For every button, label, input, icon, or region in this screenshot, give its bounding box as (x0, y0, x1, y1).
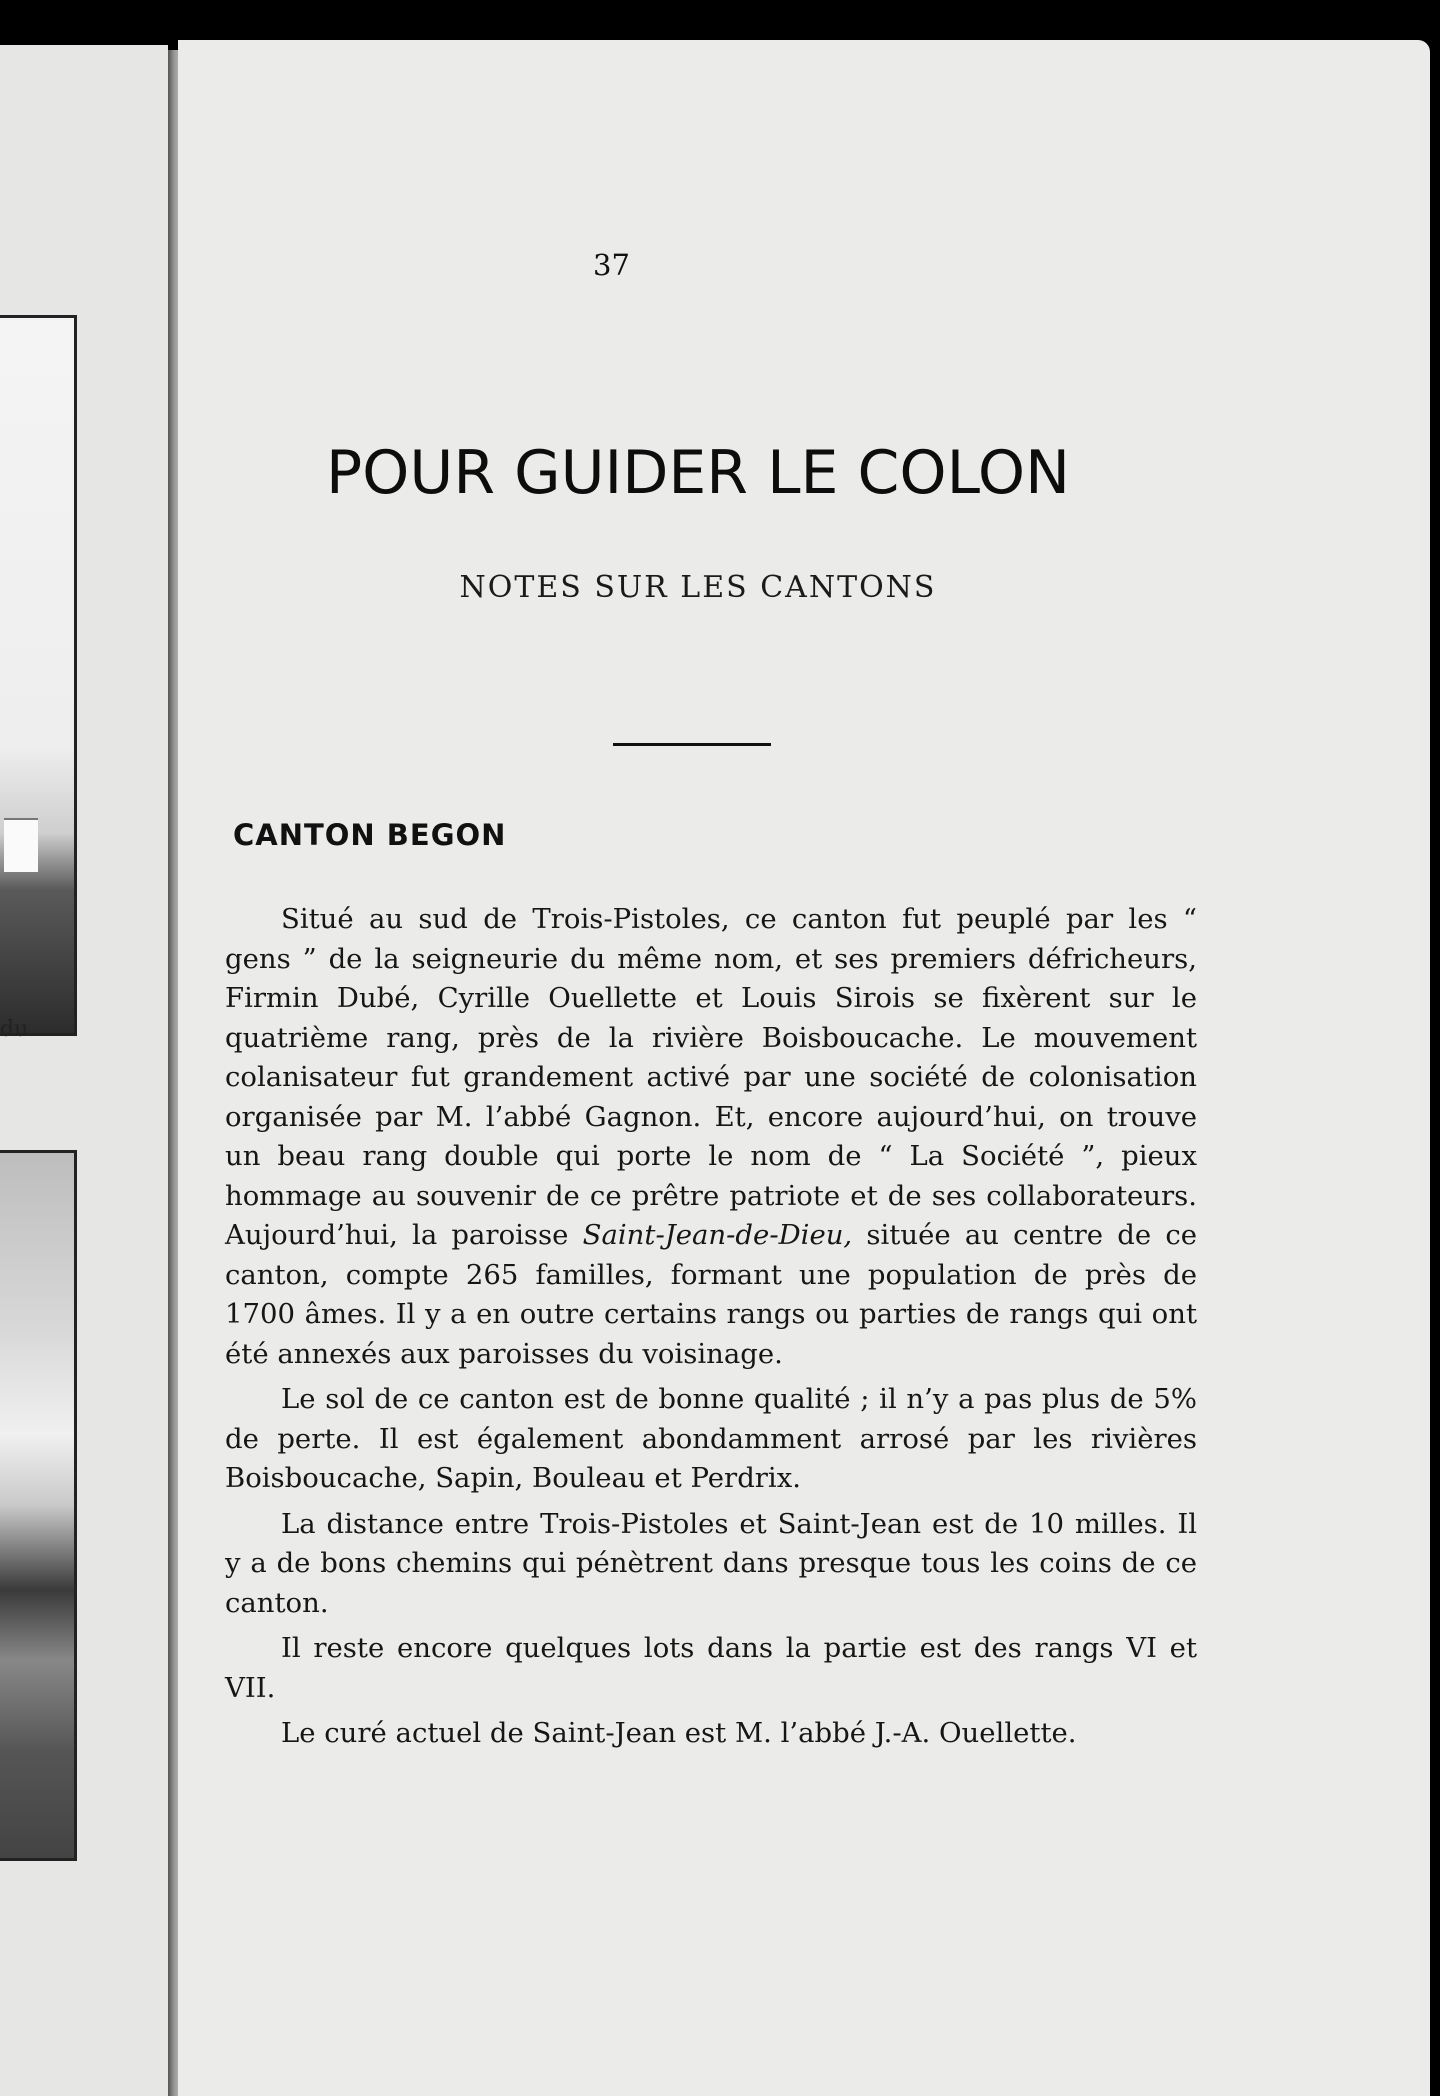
photo-fragment-top (0, 315, 77, 1036)
paragraph-text: Situé au sud de Trois-Pistoles, ce canton fut peuplé par les “ gens ” de la seigneurie du même nom, et ses premiers défricheurs, Firmin Dubé, Cyrille Ouellette et Louis Sirois se fixèrent sur le quatrième rang, près de la rivière Boisboucache. Le mouvement colanisateur fut grandement activé par une société de colonisation organisée par M. l’abbé Gagnon. Et, encore aujourd’hui, on trouve un beau rang double qui porte le nom de “ La Société ”, pieux hommage au souvenir de ce prêtre patriote et de ses collaborateurs. Aujourd’hui, la paroisse (225, 903, 1197, 1251)
paragraph (225, 1505, 1197, 1624)
paragraph (225, 1714, 1197, 1754)
paragraph (225, 1380, 1197, 1499)
body-text (225, 900, 1197, 1760)
facing-page-left (0, 45, 168, 2096)
page-number: 37 (593, 248, 630, 282)
paragraph-text: Le curé actuel de Saint-Jean est M. l’abbé J.-A. Ouellette. (281, 1717, 1077, 1749)
book-page (178, 40, 1430, 2096)
paragraph-text: La distance entre Trois-Pistoles et Saint-Jean est de 10 milles. Il y a de bons chemins qui pénètrent dans presque tous les coins de ce canton. (225, 1507, 1197, 1619)
house-image-fragment (4, 818, 38, 872)
page-title: POUR GUIDER LE COLON (326, 438, 1070, 508)
paragraph (225, 1629, 1197, 1708)
paragraph-text: Le sol de ce canton est de bonne qualité ; il n’y a pas plus de 5% de perte. Il est également abondamment arrosé par les rivières Boisboucache, Sapin, Bouleau et Perdrix. (225, 1383, 1197, 1494)
caption-fragment: du (0, 1017, 29, 1042)
photo-fragment-bottom (0, 1150, 77, 1861)
paragraph (225, 900, 1197, 1374)
paragraph-emphasis: Saint-Jean-de-Dieu, (582, 1219, 853, 1251)
section-heading: CANTON BEGON (233, 818, 507, 852)
paragraph-text-continued: située au centre de ce canton, compte 265 familles, formant une population de près de 1700 âmes. Il y a en outre certains rangs ou parties de rangs qui ont été annexés aux paroisses du voisinage. (225, 1219, 1197, 1370)
page-subtitle: NOTES SUR LES CANTONS (459, 570, 937, 605)
paragraph-text: Il reste encore quelques lots dans la partie est des rangs VI et VII. (225, 1632, 1197, 1704)
horizontal-rule (613, 743, 771, 746)
